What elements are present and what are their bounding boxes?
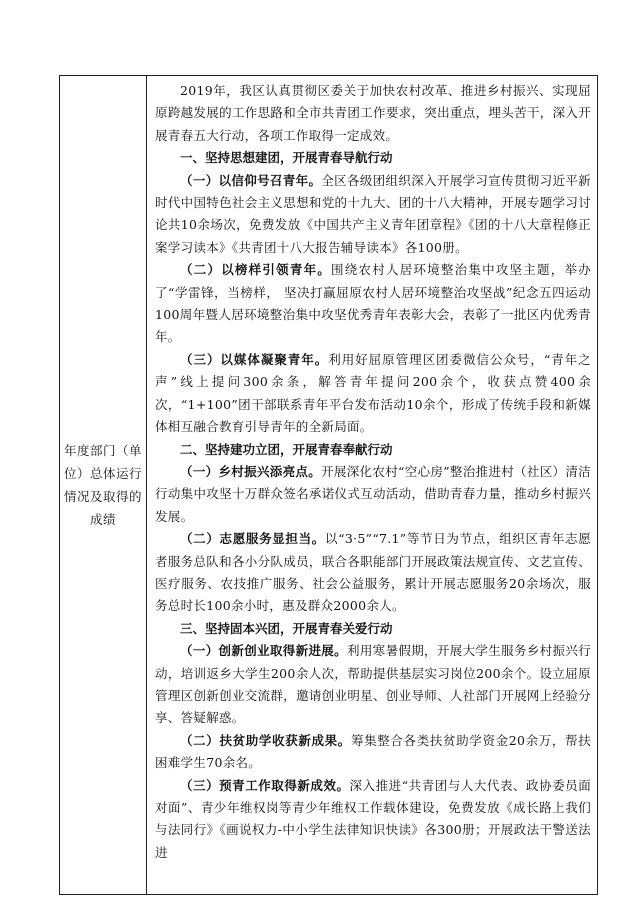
section2-item2-lead: （二）志愿服务显担当。	[180, 531, 325, 547]
section1-item3-lead: （三）以媒体凝聚青年。	[180, 351, 329, 367]
section2-item1-lead: （一）乡村振兴添亮点。	[180, 463, 322, 479]
content-cell	[147, 76, 597, 894]
report-table	[59, 75, 598, 895]
section3-item3-text: 深入推进“共青团与人大代表、政协委员面对面”、青少年维权岗等青少年维权工作载体建设，免费发放《成长路上我们与法同行》《画说权力-中小学生法律知识快读》各300册；开展政法干警送法进	[155, 777, 591, 860]
section3-item3	[155, 775, 591, 865]
section3-item1	[155, 640, 591, 730]
section2-item1	[155, 461, 591, 528]
section3-item1-text: 利用寒暑假期，开展大学生服务乡村振兴行动，培训返乡大学生200余人次，帮助提供基层实习岗位200余个。设立屈原管理区创新创业交流群，邀请创业明星、创业导师、人社部门开展网上经验分享、答疑解惑。	[155, 643, 591, 726]
section2-heading: 二、坚持建功立团，开展青春奉献行动	[180, 441, 393, 457]
section1-item3-text: 利用好屈原管理区团委微信公众号，“青年之声”线上提问300余条，解答青年提问200余个，收获点赞400余次，“1+100”团干部联系青年平台发布活动10余个，形成了传统手段和新媒体相互融合教育引导青年的全新局面。	[155, 351, 591, 435]
section1-item3	[155, 349, 591, 439]
section2-item1-text: 开展深化农村“空心房”整治推进村（社区）清洁行动集中攻坚十万群众签名承诺仪式互动活动，借助青春力量，推动乡村振兴发展。	[155, 463, 591, 524]
section3-item2	[155, 730, 591, 775]
section3-item3-lead: （三）预青工作取得新成效。	[180, 777, 350, 793]
section1-heading: 一、坚持思想建团，开展青春导航行动	[180, 150, 393, 166]
section3-item2-lead: （二）扶贫助学收获新成果。	[180, 732, 351, 748]
section1-item1-text: 全区各级团组织深入开展学习宣传贯彻习近平新时代中国特色社会主义思想和党的十九大、团的十八大精神，开展专题学习讨论共10余场次，免费发放《中国共产主义青年团章程》《团的十八大章程修正案学习读本》《共青团十八大报告辅导读本》各100册。	[155, 172, 591, 255]
section1-item2-lead: （二）以榜样引领青年。	[180, 262, 332, 278]
intro-paragraph: 2019年，我区认真贯彻区委关于加快农村改革、推进乡村振兴、实现屈原跨越发展的工作思路和全市共青团工作要求，突出重点，埋头苦干，深入开展青春五大行动，各项工作取得一定成效。	[155, 83, 591, 143]
section2-item2-text: 以“3·5”“7.1”等节日为节点，组织区青年志愿者服务总队和各小分队成员，联合各职能部门开展政策法规宣传、文艺宣传、医疗服务、农技推广服务、社会公益服务，累计开展志愿服务20余场次，服务总时长100余小时，惠及群众2000余人。	[155, 531, 591, 614]
section3-item2-text: 筹集整合各类扶贫助学资金20余万，帮扶困难学生70余名。	[155, 732, 592, 771]
section1-item2-text: 围绕农村人居环境整治集中攻坚主题，举办了“学雷锋，当榜样， 坚决打赢屈原农村人居环境整治攻坚战”纪念五四运动100周年暨人居环境整治集中攻坚优秀青年表彰大会，表彰了一批区内优秀青年。	[155, 262, 591, 345]
section1-item1-lead: （一）以信仰号召青年。	[180, 172, 322, 188]
row-label: 年度部门（单位）总体运行情况及取得的成绩	[63, 443, 142, 527]
section1-item2	[155, 259, 591, 349]
section3-heading: 三、坚持固本兴团，开展青春关爱行动	[180, 620, 393, 636]
section2-item2	[155, 528, 591, 618]
section1-item1	[155, 170, 591, 260]
section3-item1-lead: （一）创新创业取得新进展。	[180, 643, 347, 659]
row-label-cell	[60, 76, 147, 894]
